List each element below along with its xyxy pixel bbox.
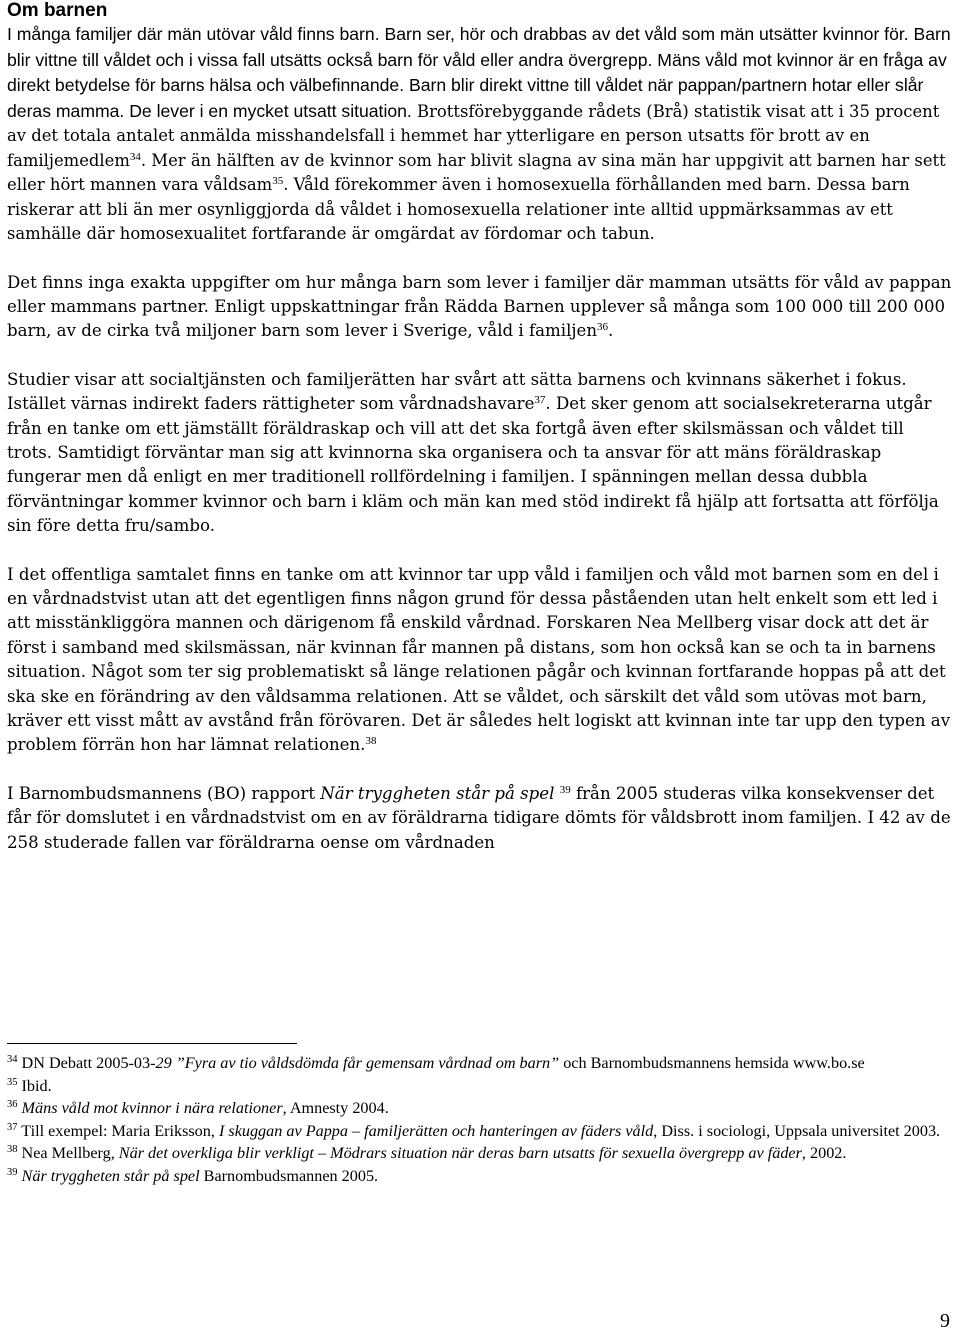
footnote-ref-36[interactable]: 36	[597, 321, 609, 334]
footnote-text: , Amnesty 2004.	[282, 1099, 389, 1117]
paragraph-1-text-a: Brottsförebyggande rådets (Brå) statistik visat att i 35 procent av det totala antalet anmälda misshandelsfall i hemmet har ytterligare en person utsatts för brott av en familjemedlem	[7, 101, 940, 170]
paragraph-2	[7, 271, 952, 344]
paragraph-3-text-a: Studier visar att socialtjänsten och familjerätten har svårt att sätta barnens och kvinnans säkerhet i fokus. Istället värnas indirekt faders rättigheter som vårdnadshavare	[7, 369, 907, 414]
footnote-ref-38[interactable]: 38	[365, 735, 377, 748]
footnote-divider	[7, 1043, 297, 1044]
footnote-text: Till exempel: Maria Eriksson,	[21, 1121, 219, 1140]
footnote-39	[7, 1165, 952, 1188]
footnote-text: , Diss. i sociologi, Uppsala universitet 2003.	[653, 1121, 941, 1140]
paragraph-5-text-b: från 2005 studeras vilka konsekvenser det får för domslutet i en vårdnadstvist om en av föräldrarna tidigare dömts för våldsbrott inom familjen. I 42 av de 258 studerade fallen var föräldrarna oense om vårdnaden	[7, 783, 951, 852]
footnote-ref-37[interactable]: 37	[534, 394, 546, 407]
footnote-35	[7, 1075, 952, 1098]
paragraph-3	[7, 368, 952, 539]
footnote-37	[7, 1120, 952, 1143]
footnote-title: 29 ”Fyra av tio våldsdömda får gemensam vårdnad om barn”	[155, 1054, 560, 1072]
footnote-number: 37	[7, 1121, 18, 1133]
footnotes	[7, 1052, 952, 1187]
paragraph-2-text: Det finns inga exakta uppgifter om hur många barn som lever i familjer där mamman utsätts för våld av pappan eller mammans partner. Enligt uppskattningar från Rädda Barnen upplever så många som 100 000 till 200 000 barn, av de cirka två miljoner barn som lever i Sverige, våld i familjen	[7, 272, 952, 341]
footnote-text: Ibid.	[21, 1076, 52, 1095]
footnote-ref-34[interactable]: 34	[129, 150, 141, 163]
section-heading: Om barnen	[7, 0, 108, 21]
paragraph-1-intro: I många familjer där män utövar våld finns barn. Barn ser, hör och drabbas av det våld som män utsätter kvinnor för. Barn blir vittne till våldet och i vissa fall utsätts också barn för våld eller andra övergrepp. Mäns våld mot kvinnor är en fråga av direkt betydelse för barns hälsa och välbefinnande. Barn blir direkt vittne till våldet när pappan/partnern hotar eller slår deras mamma. De lever i en mycket utsatt situation.	[7, 24, 951, 121]
paragraph-4-text: I det offentliga samtalet finns en tanke om att kvinnor tar upp våld i familjen och våld mot barnen som en del i en vårdnadstvist utan att det egentligen finns någon grund för dessa påståenden utan helt enkelt som ett led i att misstänkliggöra mannen och därigenom få enskild vårdnad. Forskaren Nea Mellberg visar dock att det är först i samband med skilsmässan, när kvinnan får mannen på distans, som hon också kan se och ta in barnens situation. Något som ter sig problematiskt så länge relationen pågår och kvinnan fortfarande hoppas på att det ska ske en förändring av den våldsamma relationen. Att se våldet, och särskilt det våld som utövas mot barn, kräver ett visst mått av avstånd från förövaren. Det är således helt logiskt att kvinnan inte tar upp den typen av problem förrän hon har lämnat relationen.	[7, 564, 951, 755]
footnote-number: 36	[7, 1099, 18, 1110]
paragraph-5-text-a: I Barnombudsmannens (BO) rapport	[7, 783, 321, 803]
footnote-text: DN Debatt 2005-03-	[21, 1054, 156, 1072]
footnote-title: När tryggheten står på spel	[21, 1166, 200, 1185]
footnote-36	[7, 1097, 952, 1120]
paragraph-1	[7, 22, 952, 247]
paragraph-3-text-b: . Det sker genom att socialsekreterarna utgår från en tanke om ett jämställt föräldraskap och vill att det ska fortgå även efter skilsmässan och våldet till trots. Samtidigt förväntar man sig att kvinnorna ska organisera och ta ansvar för att mäns föräldraskap fungerar men då enligt en mer traditionell rollfördelning i familjen. I spänningen mellan dessa dubbla förväntningar kommer kvinnor och barn i kläm och män kan med stöd indirekt få hjälp att fortsatta att förfölja sin före detta fru/sambo.	[7, 394, 939, 536]
footnote-text: , 2002.	[801, 1144, 847, 1162]
page-number: 9	[940, 1310, 950, 1332]
paragraph-2-end: .	[608, 321, 614, 341]
paragraph-4	[7, 563, 952, 758]
footnote-title: I skuggan av Pappa – familjerätten och hanteringen av fäders våld	[218, 1121, 654, 1140]
footnote-number: 34	[7, 1054, 18, 1065]
footnote-text: Nea Mellberg,	[21, 1144, 119, 1162]
footnote-34	[7, 1052, 952, 1075]
footnote-38	[7, 1142, 952, 1165]
footnote-text: och Barnombudsmannens hemsida www.bo.se	[559, 1054, 865, 1072]
page-body	[7, 0, 952, 855]
footnote-text: Barnombudsmannen 2005.	[199, 1166, 379, 1185]
paragraph-1-text-b: . Mer än hälften av de kvinnor som har blivit slagna av sina män har uppgivit att barnen har sett eller hört mannen vara våldsam	[7, 150, 946, 194]
paragraph-5	[7, 782, 952, 855]
footnote-ref-39[interactable]: 39	[559, 783, 571, 796]
footnote-ref-35[interactable]: 35	[272, 175, 284, 187]
footnote-title: När det overkliga blir verkligt – Mödrars situation när deras barn utsatts för sexuella övergrepp av fäder	[118, 1144, 802, 1162]
report-title: När tryggheten står på spel	[320, 783, 555, 803]
footnote-number: 39	[7, 1166, 18, 1178]
footnote-number: 35	[7, 1076, 18, 1088]
footnote-title: Mäns våld mot kvinnor i nära relationer	[21, 1099, 283, 1117]
paragraph-1-text-c: . Våld förekommer även i homosexuella förhållanden med barn. Dessa barn riskerar att bli än mer osynliggjorda då våldet i homosexuella relationer inte alltid uppmärksammas av ett samhälle där homosexualitet fortfarande är omgärdat av fördomar och tabun.	[7, 175, 910, 243]
footnote-number: 38	[7, 1144, 18, 1155]
